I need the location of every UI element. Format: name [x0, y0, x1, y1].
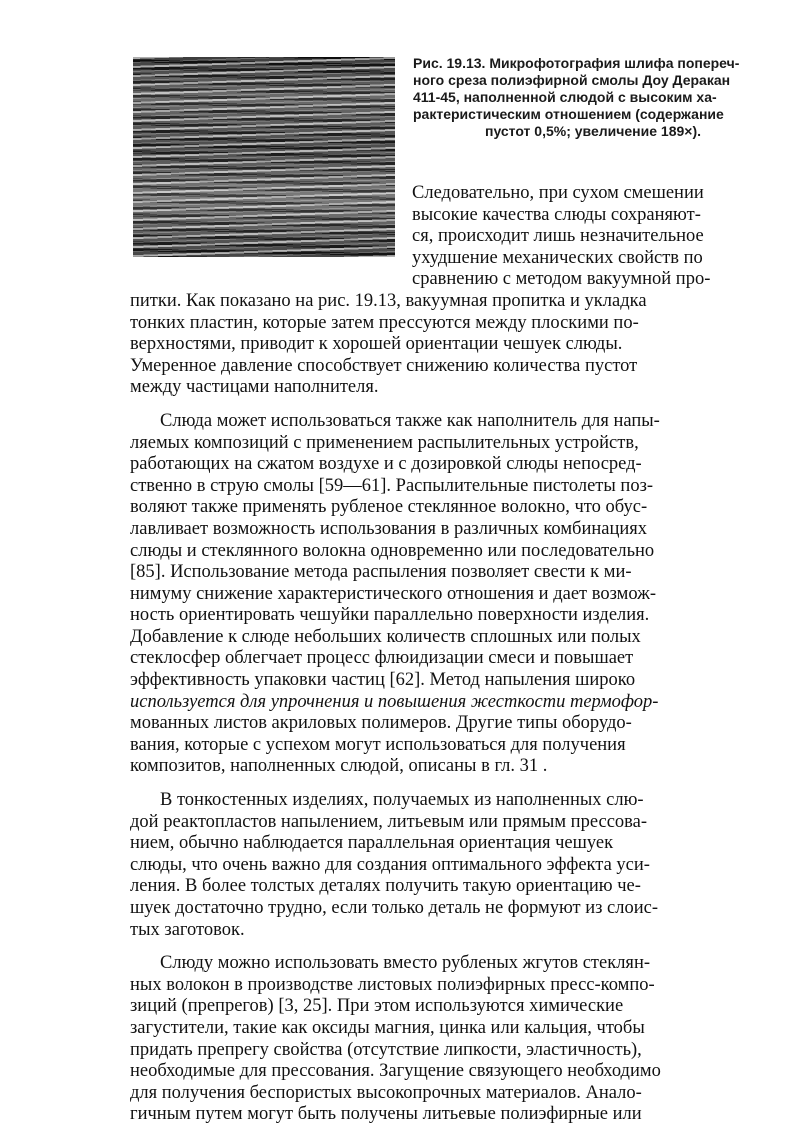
text-line: ся, происходит лишь незначительное [412, 226, 704, 247]
text-line: композитов, наполненных слюдой, описаны в гл. 31 . [130, 756, 548, 777]
caption-line: Рис. 19.13. Микрофотография шлифа попереч- [413, 55, 740, 71]
text-line: загустители, такие как оксиды магния, цинка или кальция, чтобы [130, 1017, 645, 1038]
text-line: Слюду можно использовать вместо рубленых жгутов стеклян- [160, 953, 651, 974]
text-line: стеклосфер облегчает процесс флюидизации смеси и повышает [130, 648, 634, 669]
text-line: работающих на сжатом воздухе и с дозировкой слюды непосред- [130, 454, 642, 475]
caption-line: ного среза полиэфирной смолы Доу Деракан [413, 72, 731, 88]
caption-line: 411-45, наполненной слюдой с высоким ха- [413, 89, 717, 105]
text-line: Следовательно, при сухом смешении [412, 183, 704, 203]
caption-line: пустот 0,5%; увеличение 189×). [485, 123, 701, 139]
text-line: шуек достаточно трудно, если только деталь не формуют из слоис- [130, 898, 659, 918]
text-line: для получения беспористых высокопрочных материалов. Анало- [130, 1082, 642, 1103]
text-line: Добавление к слюде небольших количеств сплошных или полых [130, 626, 641, 647]
text-line: используется для упрочнения и повышения жесткости термофор- [130, 691, 659, 712]
text-line: нимуму снижение характеристического отношения и дает возмож- [130, 583, 657, 604]
text-line: сравнению с методом вакуумной про- [412, 269, 711, 290]
text-line: зиций (препрегов) [3, 25]. При этом используются химические [130, 996, 624, 1017]
figure-caption [413, 55, 773, 140]
text-line: ления. В более толстых деталях получить такую ориентацию че- [130, 876, 641, 897]
text-line: необходимые для прессования. Загущение связующего необходимо [130, 1061, 661, 1082]
text-line: вания, которые с успехом могут использоваться для получения [130, 734, 626, 755]
text-line: Слюда может использоваться также как наполнитель для напы- [160, 410, 660, 431]
text-line: гичным путем могут быть получены литьевые полиэфирные или [130, 1104, 642, 1125]
text-line: В тонкостенных изделиях, получаемых из наполненных слю- [160, 790, 644, 811]
text-line: Умеренное давление способствует снижению количества пустот [130, 355, 638, 376]
text-line: верхностями, приводит к хорошей ориентации чешуек слюды. [130, 334, 623, 355]
text-line: тых заготовок. [130, 919, 245, 940]
text-line: тонких пластин, которые затем прессуются между плоскими по- [130, 312, 639, 333]
paragraph-4 [130, 953, 770, 1126]
text-line: придать препрегу свойства (отсутствие липкости, эластичность), [130, 1039, 642, 1060]
text-line: ность ориентировать чешуйки параллельно поверхности изделия. [130, 605, 650, 626]
text-line: ухудшение механических свойств по [412, 247, 703, 268]
text-line: нием, обычно наблюдается параллельная ориентация чешуек [130, 833, 614, 854]
text-line: дой реактопластов напылением, литьевым или прямым прессова- [130, 811, 648, 832]
paragraph-2 [130, 411, 770, 778]
main-text [130, 183, 770, 1126]
text-line: слюды и стеклянного волокна одновременно или последовательно [130, 540, 655, 561]
text-line: питки. Как показано на рис. 19.13, вакуумная пропитка и укладка [130, 290, 647, 311]
text-line: высокие качества слюды сохраняют- [412, 204, 701, 225]
text-line: эффективность упаковки частиц [62]. Метод напыления широко [130, 670, 636, 691]
text-line: ственно в струю смолы [59—61]. Распылительные пистолеты поз- [130, 475, 654, 496]
text-line: [85]. Использование метода распыления позволяет свести к ми- [130, 562, 632, 583]
text-line: воляют также применять рубленое стеклянное волокно, что обус- [130, 497, 648, 518]
text-line: ных волокон в производстве листовых полиэфирных пресс-компо- [130, 974, 655, 995]
paragraph-wrapped [130, 183, 770, 399]
paragraph-3 [130, 790, 770, 941]
text-line: ляемых композиций с применением распылительных устройств, [130, 432, 639, 453]
text-line: мованных листов акриловых полимеров. Другие типы оборудо- [130, 713, 632, 734]
text-line: слюды, что очень важно для создания оптимального эффекта уси- [130, 854, 650, 875]
text-line: между частицами наполнителя. [130, 377, 379, 398]
caption-line: рактеристическим отношением (содержание [413, 106, 724, 122]
text-line: лавливает возможность использования в различных комбинациях [130, 518, 648, 539]
